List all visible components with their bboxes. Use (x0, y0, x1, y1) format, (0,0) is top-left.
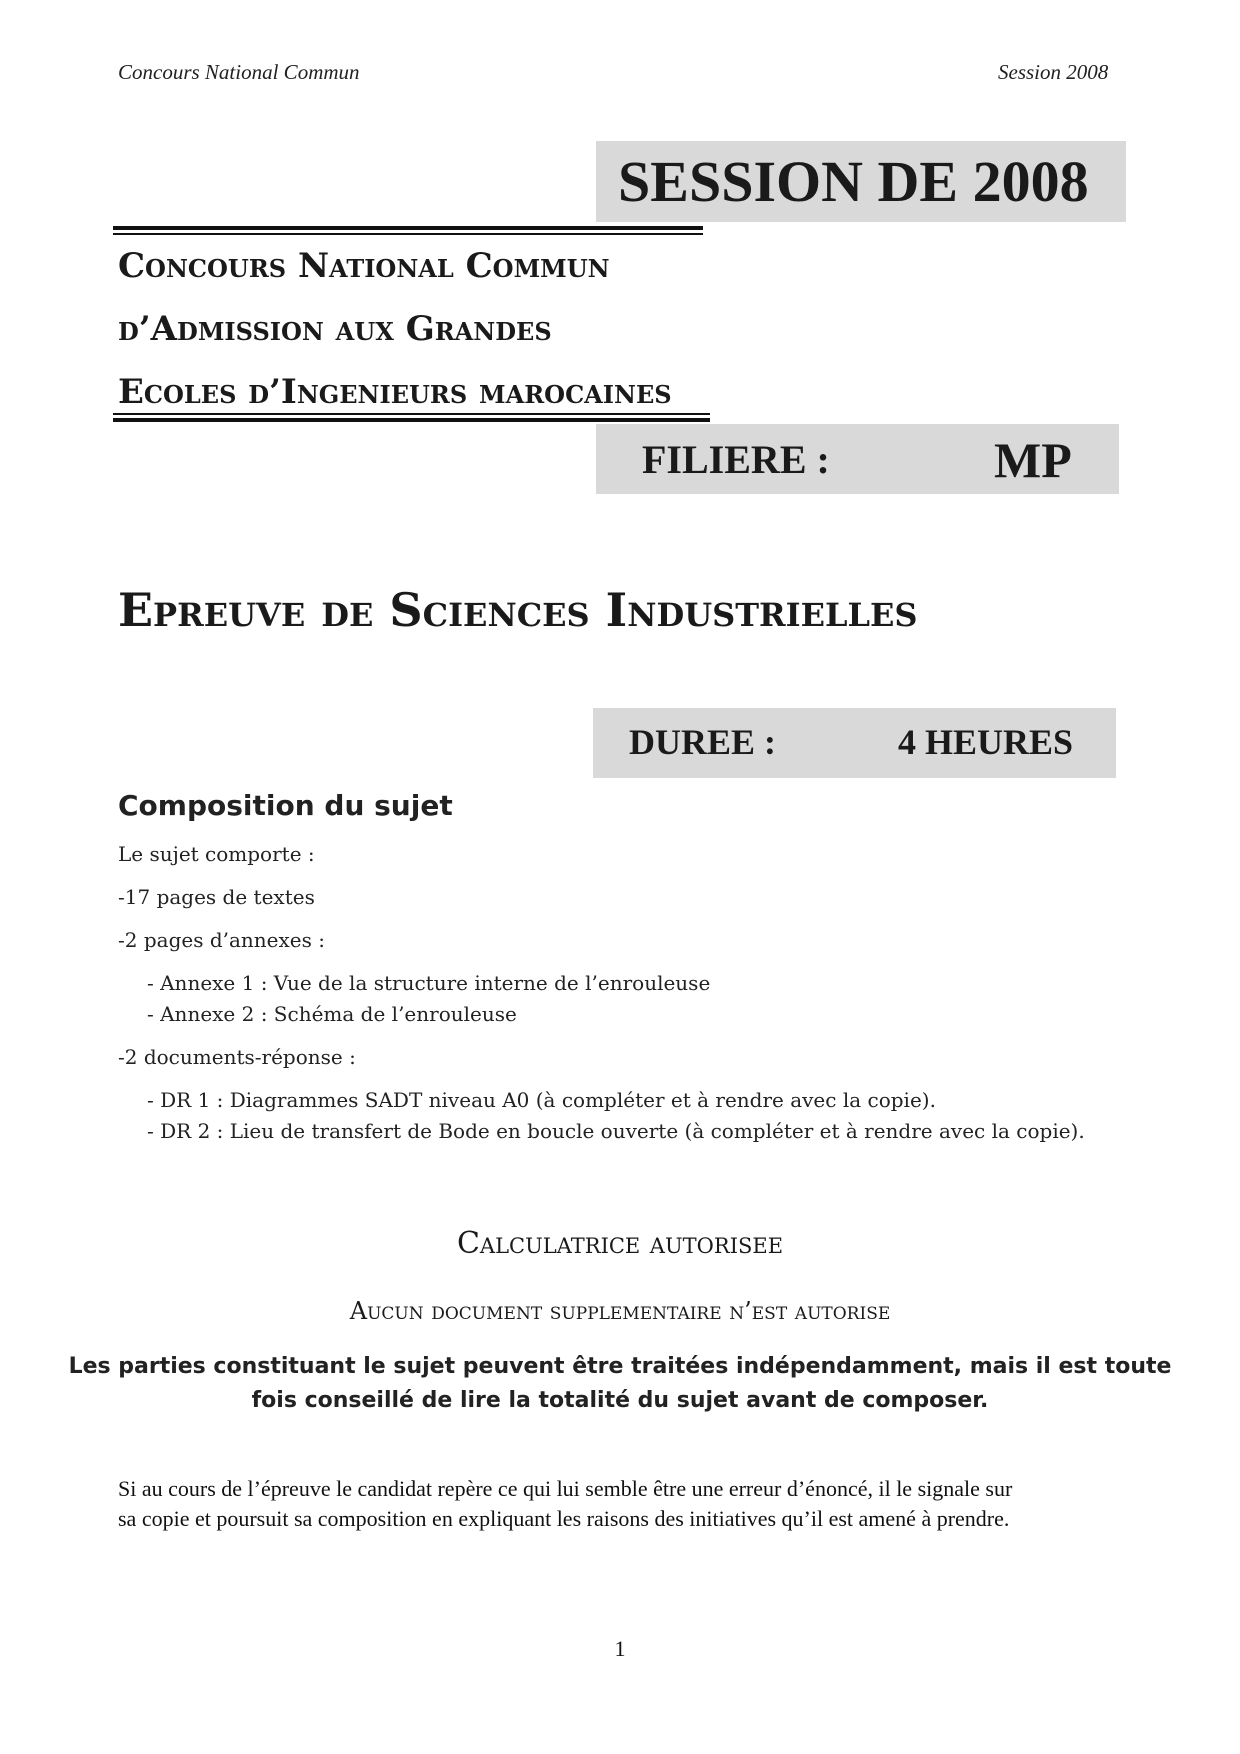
composition-pages-textes: -17 pages de textes (118, 885, 315, 909)
filiere-label: FILIERE : (642, 437, 830, 482)
epreuve-title: Epreuve de Sciences Industrielles (118, 583, 918, 637)
calculatrice-autorisee: Calculatrice autorisee (456, 1226, 784, 1261)
session-banner: SESSION DE 2008 (618, 149, 1089, 214)
aucun-document: Aucun document supplementaire n’est autorise (349, 1297, 891, 1325)
annexe-2: - Annexe 2 : Schéma de l’enrouleuse (147, 1002, 517, 1026)
institution-line-3: Ecoles d’Ingenieurs marocaines (118, 372, 672, 412)
dr-1: - DR 1 : Diagrammes SADT niveau A0 (à compléter et à rendre avec la copie). (147, 1088, 936, 1112)
erreur-note-line-2: sa copie et poursuit sa composition en expliquant les raisons des initiatives qu’il est amené à prendre. (118, 1506, 1010, 1531)
parties-line-1: Les parties constituant le sujet peuvent être traitées indépendamment, mais il est toute (68, 1354, 1172, 1379)
bottom-rule-thin (113, 413, 710, 415)
session-banner-box (596, 141, 1126, 222)
composition-documents-reponse: -2 documents-réponse : (118, 1045, 356, 1069)
duree-box (593, 708, 1116, 778)
header-right: Session 2008 (998, 60, 1109, 84)
duree-label: DUREE : (629, 722, 777, 762)
page-number: 1 (614, 1636, 626, 1661)
composition-intro: Le sujet comporte : (118, 842, 315, 866)
top-rule-thin (113, 233, 703, 235)
bottom-rule-thick (113, 418, 710, 422)
duree-value: 4 HEURES (898, 722, 1074, 762)
composition-heading: Composition du sujet (118, 789, 453, 822)
erreur-note-line-1: Si au cours de l’épreuve le candidat repère ce qui lui semble être une erreur d’énoncé, il le signale sur (118, 1476, 1013, 1501)
institution-line-1: Concours National Commun (118, 246, 610, 286)
dr-2: - DR 2 : Lieu de transfert de Bode en boucle ouverte (à compléter et à rendre avec la copie). (147, 1119, 1085, 1143)
annexe-1: - Annexe 1 : Vue de la structure interne de l’enrouleuse (147, 971, 711, 995)
composition-pages-annexes: -2 pages d’annexes : (118, 928, 325, 952)
top-rule-thick (113, 226, 703, 230)
filiere-box (596, 424, 1119, 494)
parties-line-2: fois conseillé de lire la totalité du sujet avant de composer. (251, 1388, 989, 1413)
header-left: Concours National Commun (118, 60, 360, 84)
institution-line-2: d’Admission aux Grandes (118, 309, 552, 349)
filiere-value: MP (994, 432, 1072, 488)
